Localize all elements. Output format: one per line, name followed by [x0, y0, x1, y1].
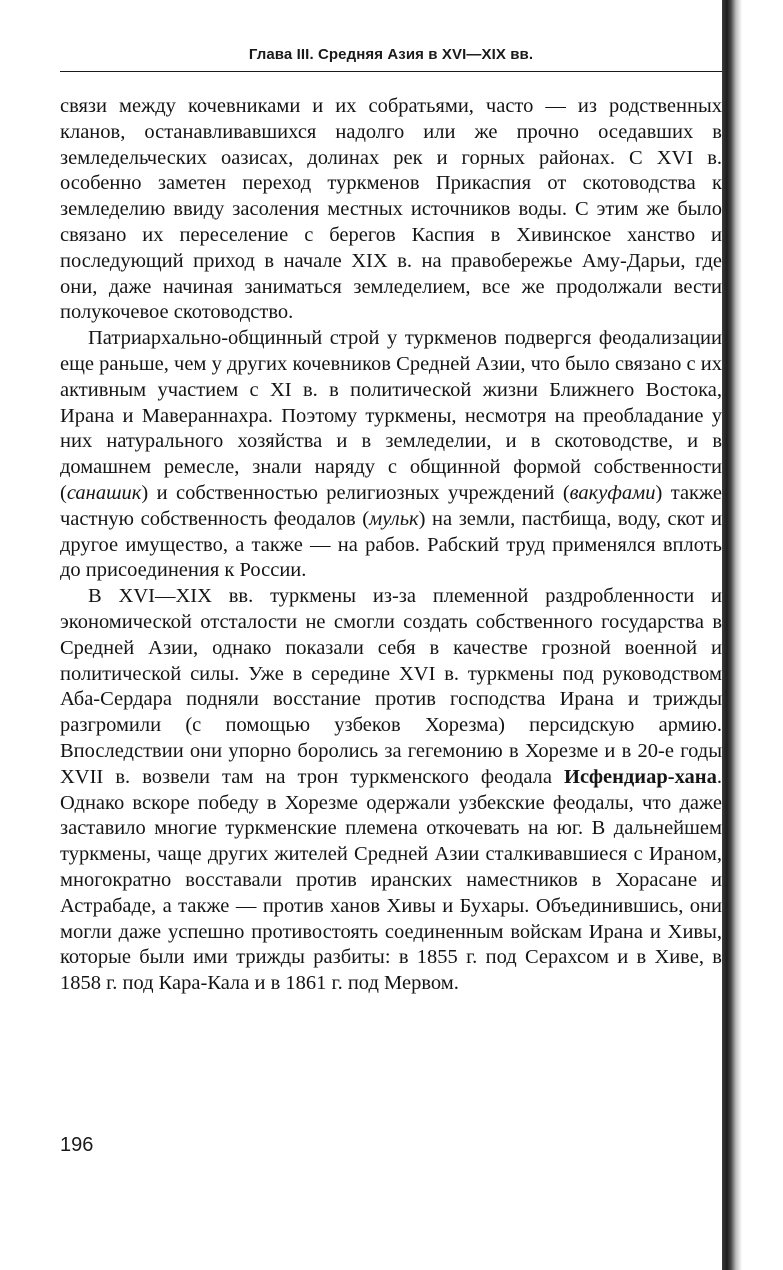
- running-header: Глава III. Средняя Азия в XVI—XIX вв.: [248, 46, 534, 63]
- paragraph-segment: . Однако вскоре победу в Хорезме одержали узбекские феодалы, что даже заставило многие туркменские племена откочевать на юг. В дальнейшем туркмены, чаще других жителей Средней Азии сталкивавшиеся с Ираном, многократно восставали против иранских наместников в Хорасане и Астрабаде, а также — против ханов Хивы и Бухары. Объединившись, они могли даже успешно противостоять соединенным войскам Ирана и Хивы, которые были ими трижды разбиты: в 1855 г. под Серахсом и в Хиве, в 1858 г. под Кара-Кала и в 1861 г. под Мервом.: [60, 765, 722, 995]
- name-isfendiar-khan: Исфендиар-хана: [564, 765, 717, 788]
- paragraph-segment: ) также частную собственность феодалов (: [60, 481, 722, 530]
- paragraph-segment: В XVI—XIX вв. туркмены из-за племенной раздробленности и экономической отсталости не смогли создать собственного государства в Средней Азии, однако показали себя в качестве грозной военной и политической силы. Уже в середине XVI в. туркмены под руководством Аба-Сердара подняли восстание против господства Ирана и трижды разгромили (с помощью узбеков Хорезма) персидскую армию. Впоследствии они упорно боролись за гегемонию в Хорезме и в 20-е годы XVII в. возвели там на трон туркменского феодала: [60, 585, 722, 788]
- term-mulk: мульк: [369, 507, 419, 530]
- page-number: 196: [60, 1134, 94, 1156]
- paragraph-3: [60, 584, 722, 997]
- paragraph-segment: связи между кочевниками и их собратьями, часто — из родственных кланов, останавливавшихся надолго или же прочно оседавших в земледельческих оазисах, долинах рек и горных районах. С XVI в. особенно заметен переход туркменов Прикаспия от скотоводства к земледелию ввиду засоления местных источников воды. С этим же было связано их переселение с берегов Каспия в Хивинское ханство и последующий приход в начале XIX в. на правобережье Аму-Дарьи, где они, даже начиная заниматься земледелием, все же продолжали вести полукочевое скотоводство.: [60, 95, 722, 324]
- binding-shadow: [722, 0, 783, 1270]
- paragraph-2: [60, 326, 722, 584]
- body-text: [60, 94, 722, 997]
- term-sanashik: санашик: [66, 481, 142, 504]
- paragraph-segment: Патриархально-общинный строй у туркменов подвергся феодализации еще раньше, чем у других кочевников Средней Азии, что было связано с их активным участием с XI в. в политической жизни Ближнего Востока, Ирана и Мавераннахра. Поэтому туркмены, несмотря на преобладание у них натурального хозяйства и в земледелии, и в скотоводстве, и в домашнем ремесле, знали наряду с общинной формой собственности (: [60, 327, 722, 504]
- header-rule: [60, 71, 722, 72]
- paragraph-segment: ) на земли, пастбища, воду, скот и другое имущество, а также — на рабов. Рабский труд применялся вплоть до присоединения к России.: [60, 507, 722, 582]
- term-vakufami: вакуфами: [569, 481, 656, 504]
- paragraph-1: [60, 94, 722, 326]
- paragraph-segment: ) и собственностью религиозных учреждений (: [141, 481, 570, 504]
